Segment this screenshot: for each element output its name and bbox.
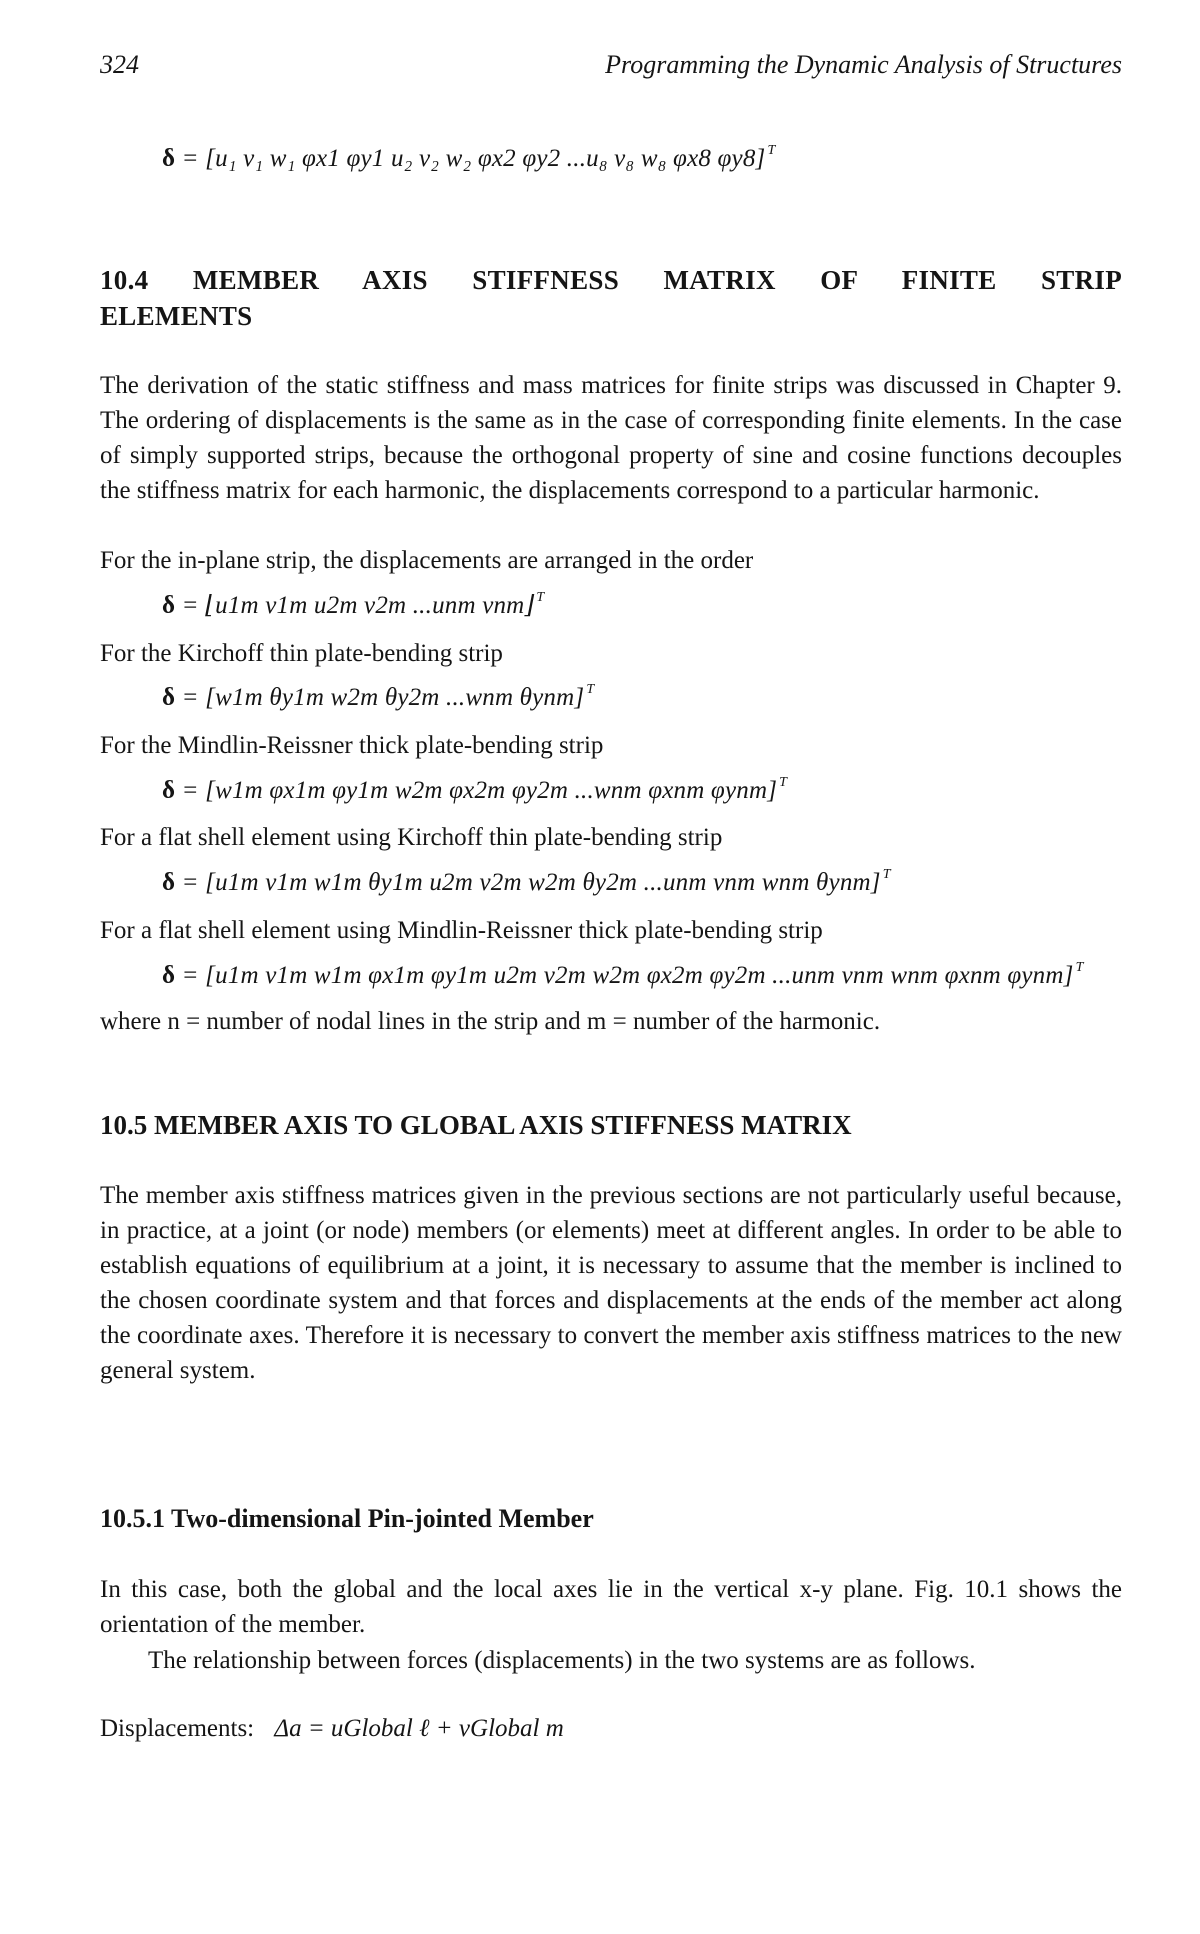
- running-title: Programming the Dynamic Analysis of Structures: [605, 50, 1122, 79]
- paragraph-pin-jointed-intro: In this case, both the global and the local axes lie in the vertical x-y plane. Fig. 10.1 shows the orientation of the member.: [100, 1576, 1122, 1638]
- line-inplane-strip: For the in-plane strip, the displacements are arranged in the order: [100, 547, 754, 574]
- section-heading-10-4: 10.4 MEMBER AXIS STIFFNESS MATRIX OF FINITE STRIP ELEMENTS: [100, 265, 1122, 331]
- equation-mindlin-strip: δ = [w1m φx1m φy1m w2m φx2m φy2m ...wnm φxnm φynm] $^T$: [162, 775, 788, 804]
- equation-inplane-strip: δ = ⌊u1m v1m u2m v2m ...unm vnm⌋ $^T$: [162, 590, 545, 619]
- equation-shell-mindlin-strip: δ = [u1m v1m w1m φx1m φy1m u2m v2m w2m φx2m φy2m ...unm vnm wnm φxnm φynm] $^T$: [162, 960, 1084, 989]
- paragraph-global-axis-intro: The member axis stiffness matrices given in the previous sections are not particularly useful because, in practice, at a joint (or node) members (or elements) meet at different angles. In order to be able to establish equations of equilibrium at a joint, it is necessary to assume that the member is inclined to the chosen coordinate system and that forces and displacements at the ends of the member act along the coordinate axes. Therefore it is necessary to convert the member axis stiffness matrices to the new general system.: [100, 1182, 1122, 1384]
- equation-shell-kirchoff-strip: δ = [u1m v1m w1m θy1m u2m v2m w2m θy2m ...unm vnm wnm θynm] $^T$: [162, 867, 891, 896]
- displacements-equation: Δa = uGlobal ℓ + vGlobal m: [274, 1715, 564, 1742]
- section-heading-10-5-1: 10.5.1 Two-dimensional Pin-jointed Member: [100, 1504, 594, 1533]
- displacements-label: Displacements:: [100, 1715, 255, 1742]
- equation-kirchoff-strip: δ = [w1m θy1m w2m θy2m ...wnm θynm] $^T$: [162, 682, 595, 711]
- displacements-line: [100, 1715, 564, 1743]
- paragraph-finite-strip-intro: The derivation of the static stiffness and mass matrices for finite strips was discussed in Chapter 9. The ordering of displacements is the same as in the case of corresponding finite elements. In the case of simply supported strips, because the orthogonal property of sine and cosine functions decouples the stiffness matrix for each harmonic, the displacements correspond to a particular harmonic.: [100, 372, 1122, 504]
- line-kirchoff-strip: For the Kirchoff thin plate-bending strip: [100, 640, 503, 667]
- paragraph-relationship: The relationship between forces (displacements) in the two systems are as follows.: [148, 1647, 976, 1674]
- line-mindlin-strip: For the Mindlin-Reissner thick plate-bending strip: [100, 732, 604, 759]
- equation-element-displacements: δ = [u₁ v₁ w₁ φx1 φy1 u₂ v₂ w₂ φx2 φy2 ...u₈ v₈ w₈ φx8 φy8] $^T$: [162, 143, 776, 172]
- section-heading-10-5: 10.5 MEMBER AXIS TO GLOBAL AXIS STIFFNESS MATRIX: [100, 1110, 852, 1140]
- line-shell-mindlin-strip: For a flat shell element using Mindlin-Reissner thick plate-bending strip: [100, 917, 823, 944]
- line-shell-kirchoff-strip: For a flat shell element using Kirchoff thin plate-bending strip: [100, 824, 723, 851]
- page-number: 324: [100, 50, 139, 79]
- line-where-definitions: where n = number of nodal lines in the strip and m = number of the harmonic.: [100, 1008, 881, 1035]
